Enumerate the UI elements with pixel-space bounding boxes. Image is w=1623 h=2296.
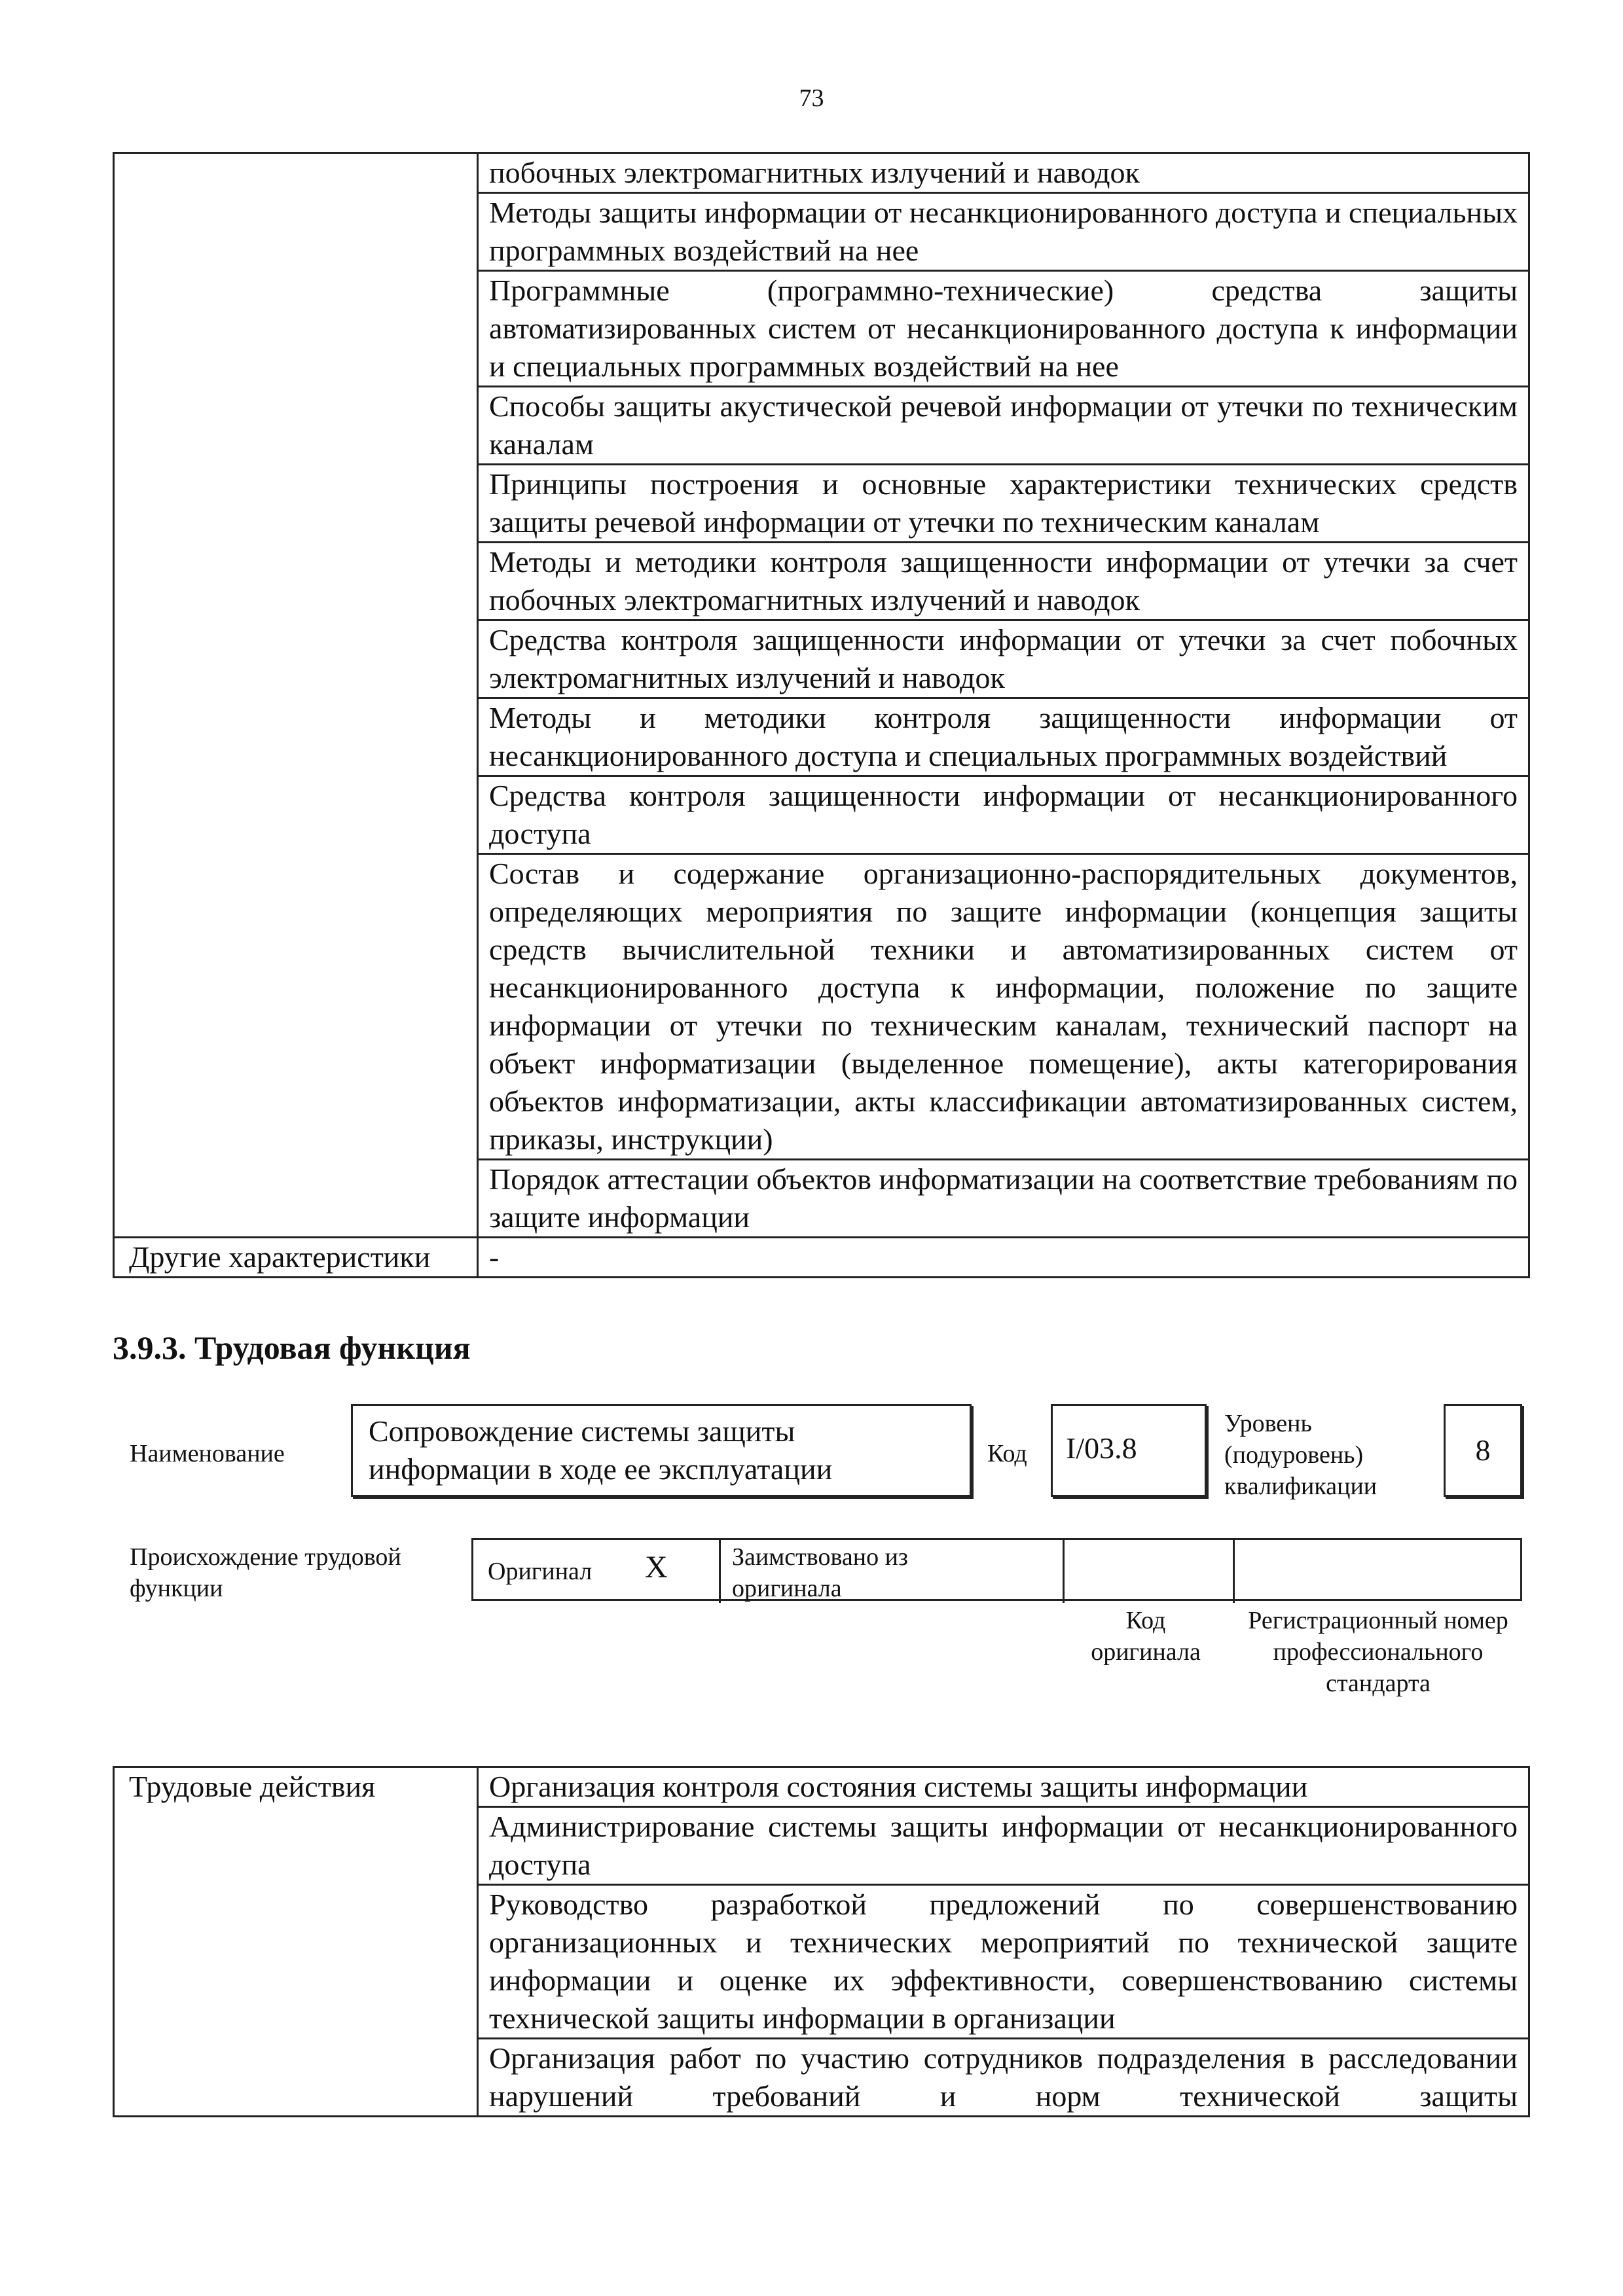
origin-divider-3 <box>1233 1540 1235 1603</box>
code-label: Код <box>987 1440 1027 1467</box>
knowledge-item: Порядок аттестации объектов информатизации на соответствие требованиям по защите информации <box>478 1160 1529 1238</box>
knowledge-label-cell <box>114 153 478 1238</box>
origin-divider-2 <box>1063 1540 1065 1603</box>
origin-divider-1 <box>719 1540 721 1603</box>
origin-row-box <box>471 1538 1522 1601</box>
knowledge-item: Принципы построения и основные характеристики технических средств защиты речевой информации от утечки по техническим каналам <box>478 465 1529 543</box>
knowledge-table <box>113 152 1530 1278</box>
action-item: Руководство разработкой предложений по совершенствованию организационных и технических мероприятий по технической защите информации и оценке их эффективности, совершенствованию системы технической защиты информации в организации <box>478 1885 1529 2039</box>
knowledge-item: Методы и методики контроля защищенности информации от несанкционированного доступа и специальных программных воздействий <box>478 698 1529 776</box>
other-characteristics-label: Другие характеристики <box>114 1238 478 1278</box>
action-row <box>114 1767 1529 1807</box>
reg-number-caption: Регистрационный номер профессионального стандарта <box>1248 1607 1508 1697</box>
knowledge-item: Средства контроля защищенности информации от утечки за счет побочных электромагнитных излучений и наводок <box>478 620 1529 698</box>
knowledge-item: Состав и содержание организационно-распорядительных документов, определяющих мероприятия по защите информации (концепция защиты средств вычислительной техники и автоматизированных систем от несанкционированного доступа к информации, положение по защите информации от утечки по техническим каналам, технический паспорт на объект информатизации (выделенное помещение), акты категорирования объектов информатизации, акты классификации автоматизированных систем, приказы, инструкции) <box>478 854 1529 1160</box>
other-characteristics-value: - <box>478 1238 1529 1278</box>
actions-table <box>113 1766 1530 2117</box>
page-number: 73 <box>799 84 824 112</box>
knowledge-row <box>114 153 1529 193</box>
actions-label: Трудовые действия <box>114 1767 478 2117</box>
action-item: Организация работ по участию сотрудников подразделения в расследовании нарушений требований и норм технической защиты <box>478 2039 1529 2117</box>
knowledge-item: Способы защиты акустической речевой информации от утечки по техническим каналам <box>478 387 1529 465</box>
origin-label: Происхождение трудовой функции <box>130 1543 401 1602</box>
name-label: Наименование <box>130 1440 285 1467</box>
original-label: Оригинал <box>488 1558 593 1585</box>
name-value-box <box>351 1404 972 1497</box>
other-characteristics-row <box>114 1238 1529 1278</box>
name-value: Сопровождение системы защиты информации в ходе ее эксплуатации <box>369 1414 833 1486</box>
borrowed-label: Заимствовано из оригинала <box>732 1543 908 1602</box>
knowledge-item: побочных электромагнитных излучений и наводок <box>478 153 1529 193</box>
section-heading: 3.9.3. Трудовая функция <box>113 1329 471 1366</box>
knowledge-item: Средства контроля защищенности информации от несанкционированного доступа <box>478 776 1529 854</box>
code-value: I/03.8 <box>1066 1431 1137 1465</box>
knowledge-item: Методы и методики контроля защищенности информации от утечки за счет побочных электромагнитных излучений и наводок <box>478 543 1529 620</box>
level-value-box <box>1444 1404 1522 1497</box>
action-item: Организация контроля состояния системы защиты информации <box>478 1767 1529 1807</box>
level-value: 8 <box>1475 1433 1491 1467</box>
action-item: Администрирование системы защиты информации от несанкционированного доступа <box>478 1807 1529 1885</box>
knowledge-item: Методы защиты информации от несанкционированного доступа и специальных программных воздействий на нее <box>478 193 1529 271</box>
code-value-box <box>1051 1404 1207 1497</box>
knowledge-item: Программные (программно-технические) средства защиты автоматизированных систем от несанкционированного доступа к информации и специальных программных воздействий на нее <box>478 271 1529 387</box>
original-mark: X <box>645 1550 668 1585</box>
level-label: Уровень (подуровень) квалификации <box>1224 1410 1377 1500</box>
code-original-caption: Код оригинала <box>1091 1607 1201 1666</box>
